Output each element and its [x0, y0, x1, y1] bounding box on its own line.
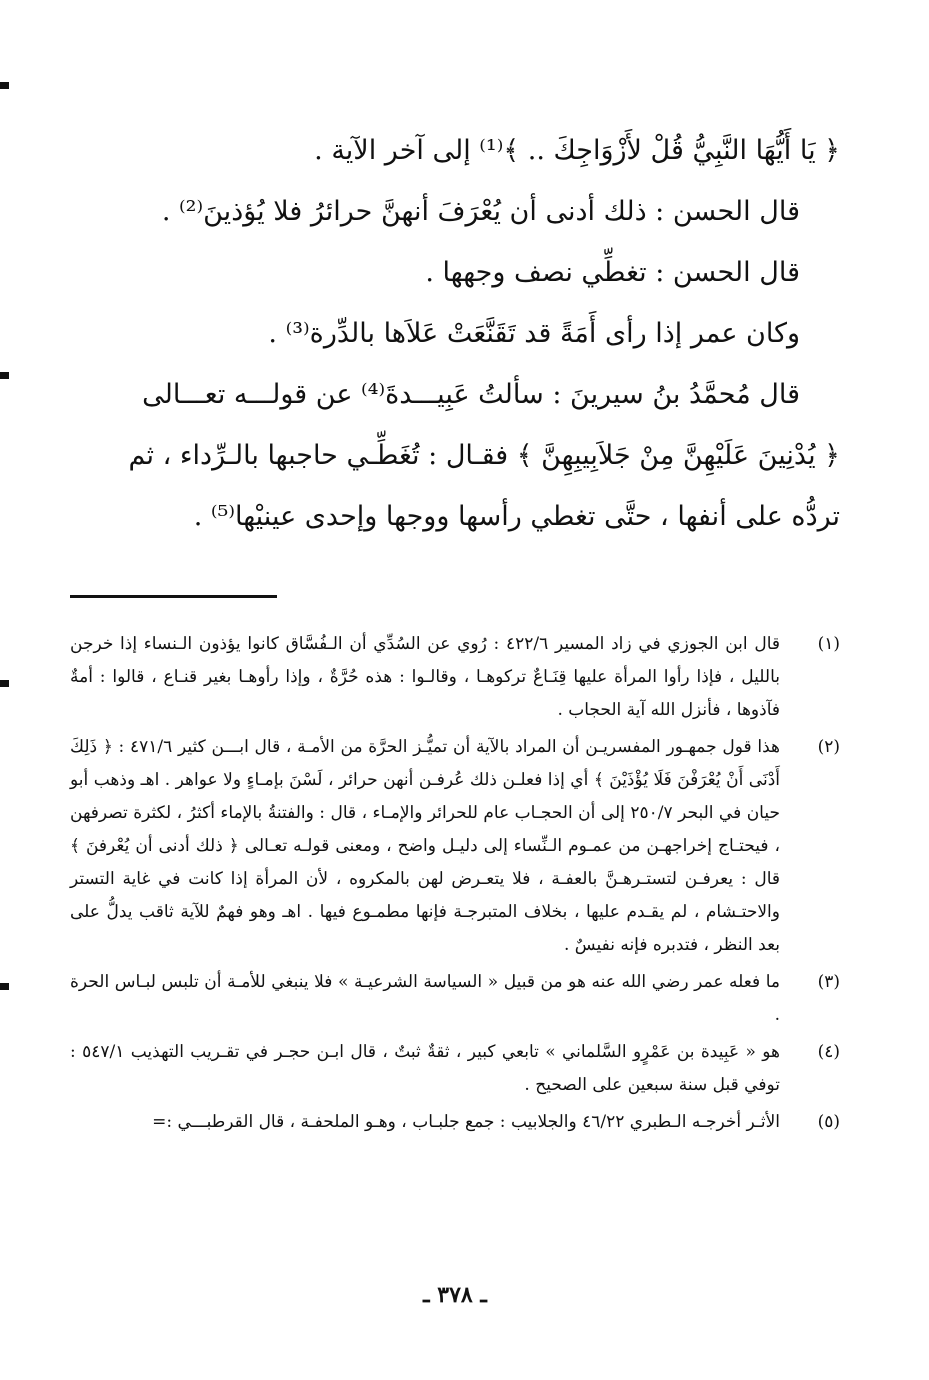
footnote-text: ما فعله عمر رضي الله عنه هو من قبيل « السياسة الشرعيـة » فلا ينبغي للأمـة أن تلبس لبـاس الحرة . — [70, 972, 780, 1025]
main-text — [70, 120, 840, 547]
margin-mark — [0, 82, 9, 89]
main-line: تردُّه على أنفها ، حتَّى تغطي رأسها ووجها وإحدى عينيْها⁽⁵⁾ . — [193, 501, 840, 532]
footnote-number: (١) — [817, 634, 840, 654]
footnote-text: هذا قول جمهـور المفسريـن أن المراد بالآية أن تميُّـز الحرَّة من الأمـة ، قال ابـــن كثير ٤٧١/٦ : ﴿ ذَلِكَ أَدْنَى أَنْ يُعْرَفْنَ فَلَا يُؤْذَيْنَ ﴾ أي إذا فعلـن ذلك عُرفـن أنهن حرائر ، لَسْنَ بإمـاءٍ ولا عواهر . اهـ وذهب أبو حيان في البحر ٢٥٠/٧ إلى أن الحجـاب عام للحرائر والإمـاء ، قال : والفتنةُ بالإماء أكثرُ ، لكثرة تصرفهن ، فيحتـاج إخراجهـن من عمـوم الـنِّساء إلى دليـل واضح ، ومعنى قولـه تعـالى ﴿ ذلك أدنى أن يُعْرفنَ ﴾ قال : يعرفـن لتستـرهـنَّ بالعفـة ، فلا يتعـرض لهن بالمكروه ، لأن المرأة إذا كانت في غاية التستر والاحتـشام ، لم يقـدم عليها ، بخلاف المتبرجـة فإنها مطمـوع فيها . اهـ وهو فهمٌ للآية ثاقب يدلُّ على بعد النظر ، فتدبره فإنه نفيسٌ . — [70, 737, 780, 955]
margin-mark — [0, 372, 9, 379]
footnote — [70, 628, 840, 727]
main-line: وكان عمر إذا رأى أَمَةً قد تَقَنَّعَتْ عَلاَها بالدِّرة⁽³⁾ . — [268, 318, 800, 349]
main-line: قال مُحمَّدُ بنُ سيرينَ : سألتُ عَبِيـــدةَ⁽⁴⁾ عن قولـــه تعـــالى — [142, 379, 800, 410]
main-line: قال الحسن : تغطِّي نصف وجهها . — [425, 257, 800, 288]
footnote-number: (٤) — [817, 1042, 840, 1062]
footnote-number: (٢) — [817, 737, 840, 757]
page-number: ـ ٣٧٨ ـ — [423, 1282, 487, 1308]
margin-mark — [0, 983, 9, 990]
footnote — [70, 731, 840, 962]
footnote — [70, 1036, 840, 1102]
main-line: ﴿ يَا أَيُّهَا النَّبِيُّ قُلْ لأَزْوَاجِكَ .. ﴾⁽¹⁾ إلى آخر الآية . — [314, 135, 840, 166]
main-line: قال الحسن : ذلك أدنى أن يُعْرَفَ أنهنَّ حرائرُ فلا يُؤذينَ⁽²⁾ . — [161, 196, 800, 227]
footnote-separator — [70, 595, 277, 598]
book-page — [70, 120, 840, 1320]
footnote-number: (٥) — [817, 1112, 840, 1132]
footnotes — [70, 628, 840, 1143]
footnote-number: (٣) — [817, 972, 840, 992]
margin-mark — [0, 680, 9, 687]
footnote — [70, 966, 840, 1032]
footnote — [70, 1106, 840, 1139]
footnote-text: هو « عَبِيدة بن عَمْرٍو السَّلماني » تابعي كبير ، ثقةٌ ثبتٌ ، قال ابـن حجـر في تقـريب التهذيب ٥٤٧/١ : توفي قبل سنة سبعين على الصحيح . — [70, 1042, 780, 1095]
main-line: ﴿ يُدْنِينَ عَلَيْهِنَّ مِنْ جَلاَبِيبِهِنَّ ﴾ فقـال : تُغَطِّـي حاجبها بالـرِّداء ، ثم — [128, 440, 840, 471]
footnote-text: قال ابن الجوزي في زاد المسير ٤٢٢/٦ : رُوي عن السُدِّي أن الـفُسَّاق كانوا يؤذون الـنساء إذا خرجن بالليل ، فإذا رأوا المرأة عليها قِنَـاعٌ تركوهـا ، وقالـوا : هذه حُرَّةٌ ، وإذا رأوهـا بغير قنـاع ، قالوا : أمةٌ فآذوها ، فأنزل الله آية الحجاب . — [70, 634, 781, 720]
footnote-text: الأثـر أخرجـه الـطبري ٤٦/٢٢ والجلابيب : جمع جلبـاب ، وهـو الملحفـة ، قال القرطبـــي := — [152, 1112, 780, 1132]
